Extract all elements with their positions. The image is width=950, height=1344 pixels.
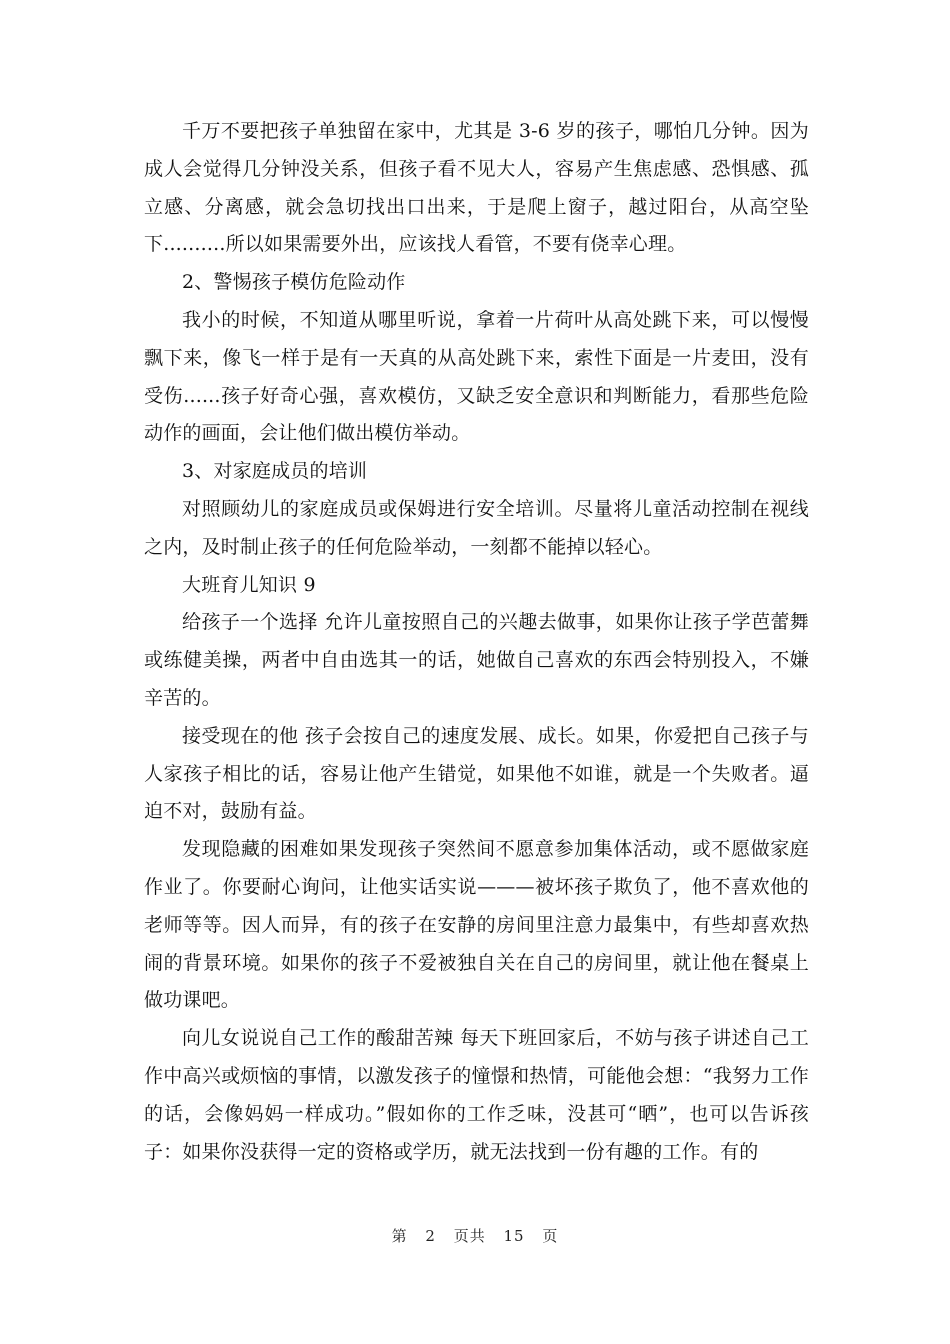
paragraph: 对照顾幼儿的家庭成员或保姆进行安全培训。尽量将儿童活动控制在视线之内，及时制止孩子的任何危险举动，一刻都不能掉以轻心。: [144, 497, 809, 558]
section-heading: 3、对家庭成员的培训: [182, 460, 368, 483]
footer-prefix: 第: [391, 1227, 408, 1245]
paragraph: 我小的时候，不知道从哪里听说，拿着一片荷叶从高处跳下来，可以慢慢飘下来，像飞一样于是有一天真的从高处跳下来，索性下面是一片麦田，没有受伤......孩子好奇心强，喜欢模仿，又缺乏安全意识和判断能力，看那些危险动作的画面，会让他们做出模仿举动。: [144, 308, 809, 445]
page-footer: [0, 1225, 950, 1246]
section-heading: 大班育儿知识 9: [182, 573, 316, 596]
section-heading: 2、警惕孩子模仿危险动作: [182, 271, 406, 294]
paragraph: 向儿女说说自己工作的酸甜苦辣 每天下班回家后，不妨与孩子讲述自己工作中高兴或烦恼的事情，以激发孩子的憧憬和热情，可能他会想：“我努力工作的话，会像妈妈一样成功。”假如你的工作乏味，没甚可“晒”，也可以告诉孩子：如果你没获得一定的资格或学历，就无法找到一份有趣的工作。有的: [144, 1027, 809, 1163]
paragraph: 给孩子一个选择 允许儿童按照自己的兴趣去做事，如果你让孩子学芭蕾舞或练健美操，两者中自由选其一的话，她做自己喜欢的东西会特别投入，不嫌辛苦的。: [144, 611, 809, 709]
footer-suffix: 页: [542, 1227, 559, 1245]
document-body: [144, 113, 809, 1171]
footer-page-number: 2: [425, 1227, 436, 1245]
paragraph: 发现隐藏的困难如果发现孩子突然间不愿意参加集体活动，或不愿做家庭作业了。你要耐心询问，让他实话实说———被坏孩子欺负了，他不喜欢他的老师等等。因人而异，有的孩子在安静的房间里注意力最集中，有些却喜欢热闹的背景环境。如果你的孩子不爱被独自关在自己的房间里，就让他在餐桌上做功课吧。: [144, 838, 809, 1012]
footer-total-pages: 15: [503, 1227, 525, 1245]
paragraph: 接受现在的他 孩子会按自己的速度发展、成长。如果，你爱把自己孩子与人家孩子相比的话，容易让他产生错觉，如果他不如谁，就是一个失败者。逼迫不对，鼓励有益。: [144, 724, 809, 823]
footer-middle: 页共: [453, 1227, 486, 1245]
paragraph: 千万不要把孩子单独留在家中，尤其是 3-6 岁的孩子，哪怕几分钟。因为成人会觉得几分钟没关系，但孩子看不见大人，容易产生焦虑感、恐惧感、孤立感、分离感，就会急切找出口出来，于是爬上窗子，越过阳台，从高空坠下..........所以如果需要外出，应该找人看管，不要有侥幸心理。: [144, 120, 809, 256]
